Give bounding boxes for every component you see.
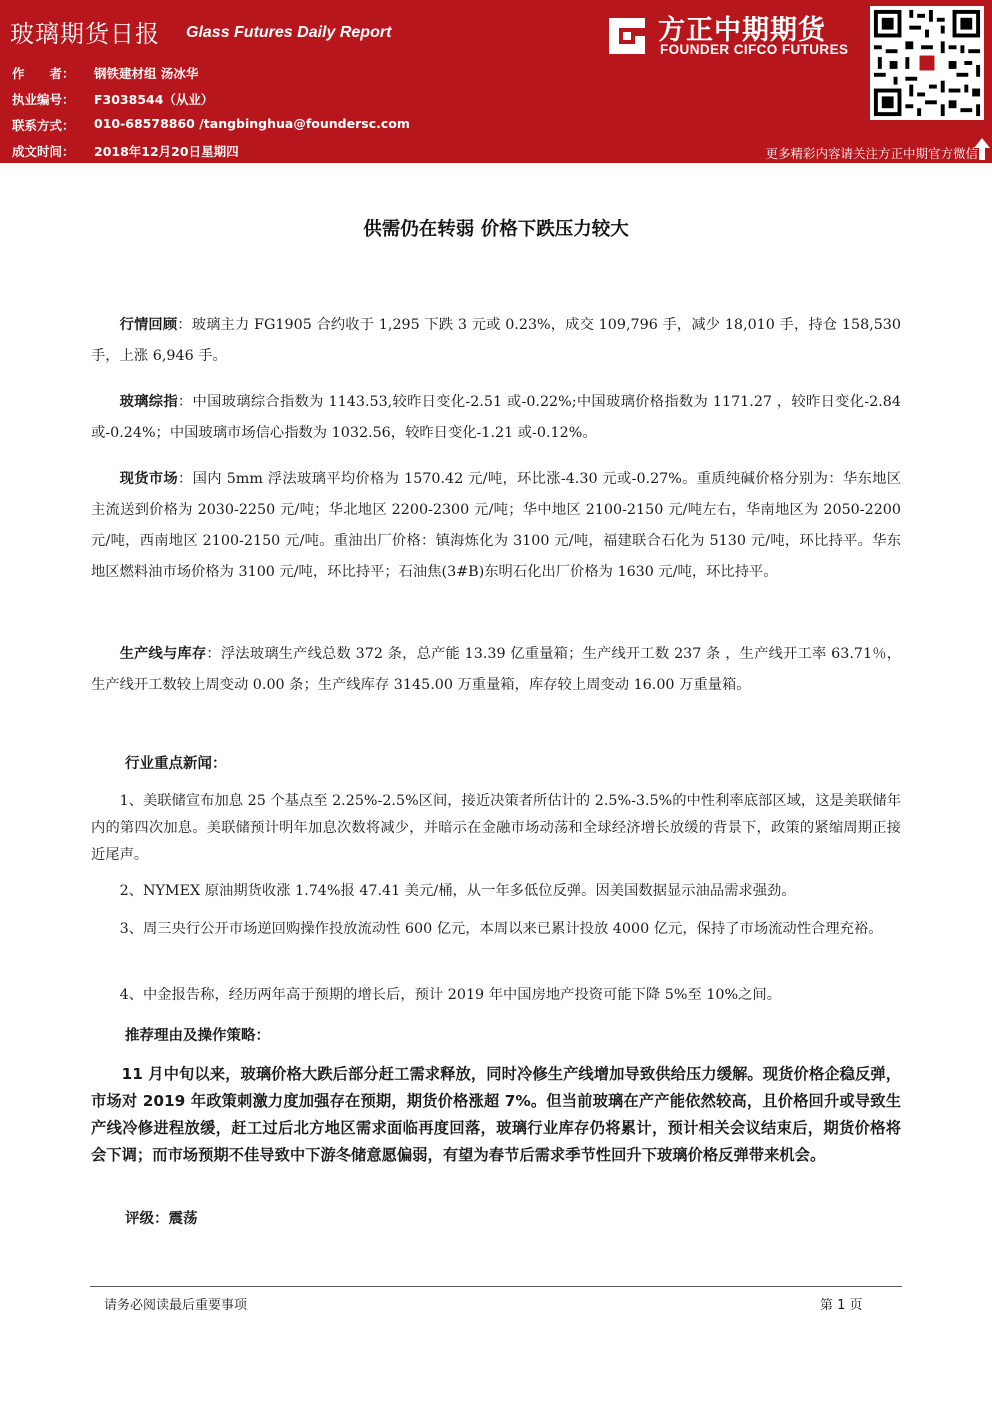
report-title-en: Glass Futures Daily Report — [186, 24, 392, 41]
report-header — [0, 0, 992, 163]
meta-license-value: F3038544（从业） — [94, 92, 214, 107]
glass-index-paragraph — [91, 387, 901, 449]
glass-index-label: 玻璃综指 — [119, 394, 178, 410]
strategy-paragraph: 11 月中旬以来，玻璃价格大跌后部分赶工需求释放，同时冷修生产线增加导致供给压力缓解。现货价格企稳反弹，市场对 2019 年政策刺激力度加强存在预期，期货价格涨超 7%。但当前玻璃在产产能依然较高，且价格回升或导致生产线冷修进程放缓，赶工过后北方地区需求面临再度回落，玻璃行业库存仍将累计，预计相关会议结束后，期货价格将会下调；而市场预期不佳导致中下游冬储意愿偏弱，有望为春节后需求季节性回升下玻璃价格反弹带来机会。 — [91, 1065, 901, 1164]
report-headline: 供需仍在转弱 价格下跌压力较大 — [363, 219, 629, 240]
logo-name-cn: 方正中期期货 — [658, 15, 826, 46]
spot-market-paragraph — [91, 464, 901, 588]
meta-author-label: 作 者： — [12, 66, 75, 81]
production-inventory-paragraph — [91, 639, 901, 701]
meta-contact-label: 联系方式： — [12, 118, 75, 133]
news-item-1: 1、美联储宣布加息 25 个基点至 2.25%-2.5%区间，接近决策者所估计的 2.5%-3.5%的中性利率底部区域，这是美联储年内的第四次加息。美联储预计明年加息次数将减少，并暗示在金融市场动荡和全球经济增长放缓的背景下，政策的紧缩周期正接近尾声。 — [91, 793, 901, 863]
logo-name-en: FOUNDER CIFCO FUTURES — [660, 42, 849, 57]
footer-notice: 请务必阅读最后重要事项 — [104, 1298, 248, 1313]
spot-market-label: 现货市场 — [119, 471, 179, 487]
production-inventory-text: ：浮法玻璃生产线总数 372 条，总产能 13.39 亿重量箱；生产线开工数 237 条 ，生产线开工率 63.71％，生产线开工数较上周变动 0.00 条；生产线库存 3145.00 万重量箱，库存较上周变动 16.00 万重量箱。 — [91, 646, 901, 693]
news-item-4: 4、中金报告称，经历两年高于预期的增长后，预计 2019 年中国房地产投资可能下降 5%至 10%之间。 — [119, 987, 781, 1003]
production-inventory-label: 生产线与库存 — [119, 646, 207, 662]
glass-index-text: ：中国玻璃综合指数为 1143.53,较昨日变化-2.51 或-0.22%;中国玻璃价格指数为 1171.27 ，较昨日变化-2.84 或-0.24%；中国玻璃市场信心指数为 1032.56，较昨日变化-1.21 或-0.12%。 — [91, 394, 901, 441]
market-review-label: 行情回顾 — [119, 317, 178, 333]
news-item-2: 2、NYMEX 原油期货收涨 1.74%报 47.41 美元/桶，从一年多低位反弹。因美国数据显示油品需求强劲。 — [119, 883, 796, 899]
spot-market-text: ：国内 5mm 浮法玻璃平均价格为 1570.42 元/吨，环比涨-4.30 元或-0.27%。重质纯碱价格分别为：华东地区主流送到价格为 2030-2250 元/吨；华北地区 2200-2300 元/吨；华中地区 2100-2150 元/吨左右，华南地区为 2050-2200 元/吨，西南地区 2100-2150 元/吨。重油出厂价格：镇海炼化为 3100 元/吨，福建联合石化为 5130 元/吨，环比持平。华东地区燃料油市场价格为 3100 元/吨，环比持平；石油焦(3#B)东明石化出厂价格为 1630 元/吨，环比持平。 — [91, 471, 901, 580]
meta-date-label: 成文时间： — [12, 144, 75, 159]
report-title-cn: 玻璃期货日报 — [10, 20, 160, 48]
footer-divider — [90, 1286, 902, 1287]
up-arrow-icon — [972, 136, 992, 162]
meta-license-label: 执业编号： — [12, 92, 75, 107]
wechat-qr-code-icon[interactable] — [870, 6, 984, 120]
market-review-paragraph — [91, 310, 901, 372]
wechat-follow-text: 更多精彩内容请关注方正中期官方微信 — [765, 146, 978, 161]
page-number: 第 1 页 — [820, 1298, 863, 1313]
founder-logo-icon — [605, 14, 649, 58]
meta-contact-value: 010-68578860 /tangbinghua@foundersc.com — [94, 116, 410, 131]
news-item-3: 3、周三央行公开市场逆回购操作投放流动性 600 亿元，本周以来已累计投放 4000 亿元，保持了市场流动性合理充裕。 — [119, 921, 883, 937]
meta-date-value: 2018年12月20日星期四 — [94, 144, 239, 159]
industry-news-heading: 行业重点新闻： — [125, 756, 227, 772]
meta-author-value: 钢铁建材组 汤冰华 — [94, 66, 199, 81]
rating-text: 评级：震荡 — [125, 1211, 198, 1227]
strategy-heading: 推荐理由及操作策略： — [125, 1028, 270, 1044]
market-review-text: ：玻璃主力 FG1905 合约收于 1,295 下跌 3 元或 0.23%，成交 109,796 手，减少 18,010 手，持仓 158,530 手，上涨 6,946 手。 — [91, 317, 901, 364]
